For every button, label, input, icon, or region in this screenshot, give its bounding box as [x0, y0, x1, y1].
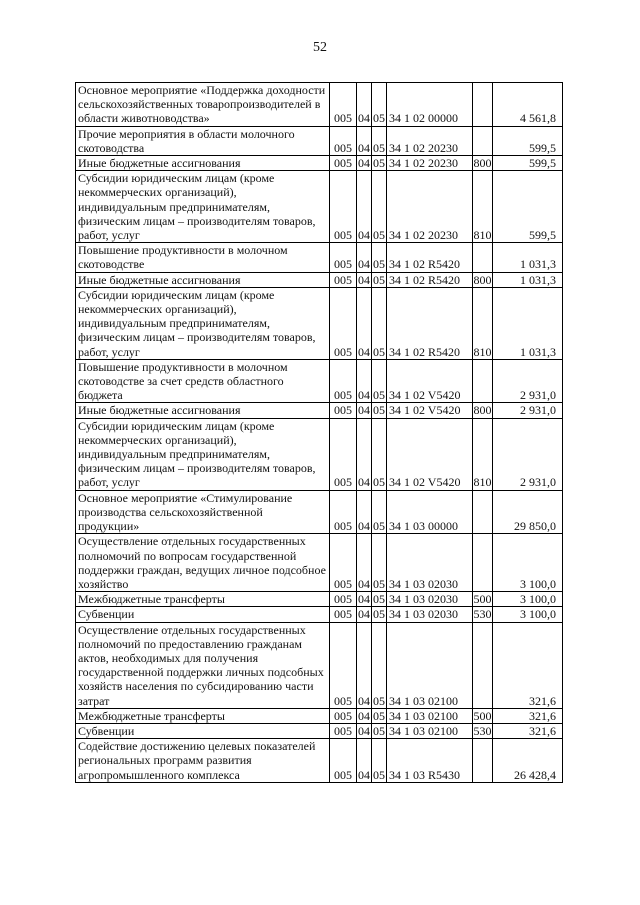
row-target-article-code: 34 1 02 V5420	[387, 359, 473, 403]
table-row	[76, 156, 563, 171]
table-row	[76, 171, 563, 243]
row-expense-type-code: 800	[473, 403, 492, 418]
row-target-article-code: 34 1 03 02100	[387, 708, 473, 723]
row-amount: 3 100,0	[493, 534, 563, 592]
row-admin-code: 005	[330, 403, 357, 418]
row-admin-code: 005	[330, 534, 357, 592]
row-amount: 2 931,0	[493, 403, 563, 418]
row-amount: 29 850,0	[493, 490, 563, 534]
row-subsection-code: 05	[372, 171, 387, 243]
row-name: Субсидии юридическим лицам (кроме некоммерческих организаций), индивидуальным предпринимателям, физическим лицам – производителям товаров, работ, услуг	[76, 171, 330, 243]
table-row	[76, 272, 563, 287]
row-name: Межбюджетные трансферты	[76, 592, 330, 607]
row-admin-code: 005	[330, 287, 357, 359]
table-row	[76, 490, 563, 534]
table-body	[76, 83, 563, 783]
row-expense-type-code	[473, 83, 493, 127]
row-amount: 26 428,4	[493, 739, 563, 783]
row-target-article-code: 34 1 02 R5420	[387, 272, 473, 287]
row-target-article-code: 34 1 02 20230	[387, 156, 473, 171]
row-name: Осуществление отдельных государственных полномочий по вопросам государственной поддержки граждан, ведущих личное подсобное хозяйство	[76, 534, 330, 592]
row-subsection-code: 05	[373, 403, 385, 418]
row-name: Содействие достижению целевых показателей региональных программ развития агропромышленного комплекса	[76, 739, 330, 783]
table-row	[76, 708, 563, 723]
row-admin-code: 005	[330, 272, 357, 287]
row-name: Субсидии юридическим лицам (кроме некоммерческих организаций), индивидуальным предпринимателям, физическим лицам – производителям товаров, работ, услуг	[76, 418, 330, 490]
row-subsection-code: 05	[372, 83, 387, 127]
row-subsection-code: 05	[373, 156, 385, 171]
row-section-code: 04	[357, 126, 372, 155]
row-admin-code: 005	[330, 83, 357, 127]
row-name: Прочие мероприятия в области молочного скотоводства	[76, 126, 330, 155]
row-subsection-code: 05	[372, 126, 387, 155]
row-admin-code: 005	[330, 739, 357, 783]
row-target-article-code: 34 1 02 R5420	[387, 287, 473, 359]
row-amount: 599,5	[493, 156, 563, 171]
row-section-code: 04	[358, 403, 370, 418]
table-row	[76, 418, 563, 490]
row-subsection-code: 05	[373, 723, 385, 738]
row-amount: 2 931,0	[493, 359, 563, 403]
row-admin-code: 005	[330, 622, 357, 708]
row-target-article-code: 34 1 02 R5420	[387, 243, 473, 272]
row-amount: 1 031,3	[493, 287, 563, 359]
table-row	[76, 592, 563, 607]
row-name: Иные бюджетные ассигнования	[76, 272, 330, 287]
table-row	[76, 622, 563, 708]
row-expense-type-code	[473, 359, 493, 403]
row-subsection-code: 05	[373, 607, 385, 622]
row-name: Субсидии юридическим лицам (кроме некоммерческих организаций), индивидуальным предпринимателям, физическим лицам – производителям товаров, работ, услуг	[76, 287, 330, 359]
row-amount: 2 931,0	[493, 418, 563, 490]
row-expense-type-code: 500	[473, 592, 492, 607]
row-target-article-code: 34 1 02 V5420	[387, 403, 473, 418]
row-target-article-code: 34 1 02 V5420	[387, 418, 473, 490]
table-row	[76, 739, 563, 783]
row-expense-type-code: 530	[473, 607, 492, 622]
row-subsection-code: 05	[372, 287, 387, 359]
row-section-code: 04	[357, 418, 372, 490]
page-number: 52	[313, 40, 327, 55]
row-name: Межбюджетные трансферты	[76, 708, 330, 723]
row-admin-code: 005	[330, 359, 357, 403]
row-admin-code: 005	[330, 708, 357, 723]
row-admin-code: 005	[330, 490, 357, 534]
row-section-code: 04	[357, 359, 372, 403]
row-expense-type-code: 810	[473, 418, 493, 490]
row-amount: 3 100,0	[493, 592, 563, 607]
row-expense-type-code	[473, 243, 493, 272]
row-expense-type-code	[473, 534, 493, 592]
row-admin-code: 005	[330, 126, 357, 155]
row-amount: 1 031,3	[493, 243, 563, 272]
row-name: Основное мероприятие «Поддержка доходности сельскохозяйственных товаропроизводителей в области животноводства»	[76, 83, 330, 127]
row-name: Субвенции	[76, 607, 330, 622]
row-expense-type-code: 500	[473, 708, 492, 723]
row-subsection-code: 05	[372, 622, 387, 708]
row-section-code: 04	[357, 739, 372, 783]
row-name: Повышение продуктивности в молочном скотоводстве	[76, 243, 330, 272]
row-expense-type-code	[473, 739, 493, 783]
row-section-code: 04	[358, 272, 370, 287]
row-amount: 599,5	[493, 126, 563, 155]
row-amount: 3 100,0	[493, 607, 563, 622]
row-name: Иные бюджетные ассигнования	[76, 403, 330, 418]
row-target-article-code: 34 1 03 02030	[387, 607, 473, 622]
row-subsection-code: 05	[372, 418, 387, 490]
row-admin-code: 005	[330, 171, 357, 243]
row-target-article-code: 34 1 03 02030	[387, 534, 473, 592]
table-row	[76, 403, 563, 418]
row-admin-code: 005	[330, 243, 357, 272]
row-section-code: 04	[357, 83, 372, 127]
budget-table	[75, 82, 563, 783]
row-subsection-code: 05	[372, 243, 387, 272]
table-row	[76, 243, 563, 272]
row-section-code: 04	[357, 490, 372, 534]
row-section-code: 04	[357, 243, 372, 272]
table-row	[76, 534, 563, 592]
row-amount: 4 561,8	[493, 83, 563, 127]
row-admin-code: 005	[330, 607, 357, 622]
row-section-code: 04	[358, 592, 370, 607]
row-section-code: 04	[357, 622, 372, 708]
row-amount: 321,6	[493, 622, 563, 708]
table-row	[76, 126, 563, 155]
row-subsection-code: 05	[373, 708, 385, 723]
row-expense-type-code: 530	[473, 723, 492, 738]
row-subsection-code: 05	[372, 739, 387, 783]
row-name: Субвенции	[76, 723, 330, 738]
row-subsection-code: 05	[373, 272, 385, 287]
row-amount: 321,6	[493, 723, 563, 738]
row-subsection-code: 05	[373, 592, 385, 607]
table-row	[76, 83, 563, 127]
table-row	[76, 359, 563, 403]
row-expense-type-code: 810	[473, 287, 493, 359]
table-row	[76, 723, 563, 738]
row-expense-type-code: 800	[473, 156, 492, 171]
row-section-code: 04	[358, 723, 370, 738]
row-target-article-code: 34 1 03 R5430	[387, 739, 473, 783]
row-name: Основное мероприятие «Стимулирование производства сельскохозяйственной продукции»	[76, 490, 330, 534]
row-name: Осуществление отдельных государственных полномочий по предоставлению гражданам актов, необходимых для получения государственной поддержки личных подсобных хозяйств населения по субсидированию части затрат	[76, 622, 330, 708]
row-section-code: 04	[358, 607, 370, 622]
row-target-article-code: 34 1 02 00000	[387, 83, 473, 127]
table-row	[76, 607, 563, 622]
row-target-article-code: 34 1 02 20230	[387, 126, 473, 155]
row-expense-type-code: 810	[473, 171, 493, 243]
row-target-article-code: 34 1 02 20230	[387, 171, 473, 243]
row-expense-type-code	[473, 622, 493, 708]
row-admin-code: 005	[330, 418, 357, 490]
row-name: Иные бюджетные ассигнования	[76, 156, 330, 171]
row-admin-code: 005	[330, 723, 357, 738]
table-row	[76, 287, 563, 359]
row-expense-type-code	[473, 126, 493, 155]
row-section-code: 04	[357, 171, 372, 243]
row-expense-type-code	[473, 490, 493, 534]
row-target-article-code: 34 1 03 02100	[387, 723, 473, 738]
row-section-code: 04	[358, 708, 370, 723]
row-admin-code: 005	[330, 156, 357, 171]
row-amount: 599,5	[493, 171, 563, 243]
row-target-article-code: 34 1 03 02100	[387, 622, 473, 708]
row-subsection-code: 05	[372, 534, 387, 592]
row-subsection-code: 05	[372, 490, 387, 534]
row-target-article-code: 34 1 03 00000	[387, 490, 473, 534]
row-target-article-code: 34 1 03 02030	[387, 592, 473, 607]
row-name: Повышение продуктивности в молочном скотоводстве за счет средств областного бюджета	[76, 359, 330, 403]
row-subsection-code: 05	[372, 359, 387, 403]
row-admin-code: 005	[330, 592, 357, 607]
row-section-code: 04	[358, 156, 370, 171]
row-section-code: 04	[357, 287, 372, 359]
row-amount: 1 031,3	[493, 272, 563, 287]
row-amount: 321,6	[493, 708, 563, 723]
row-expense-type-code: 800	[473, 272, 492, 287]
row-section-code: 04	[357, 534, 372, 592]
